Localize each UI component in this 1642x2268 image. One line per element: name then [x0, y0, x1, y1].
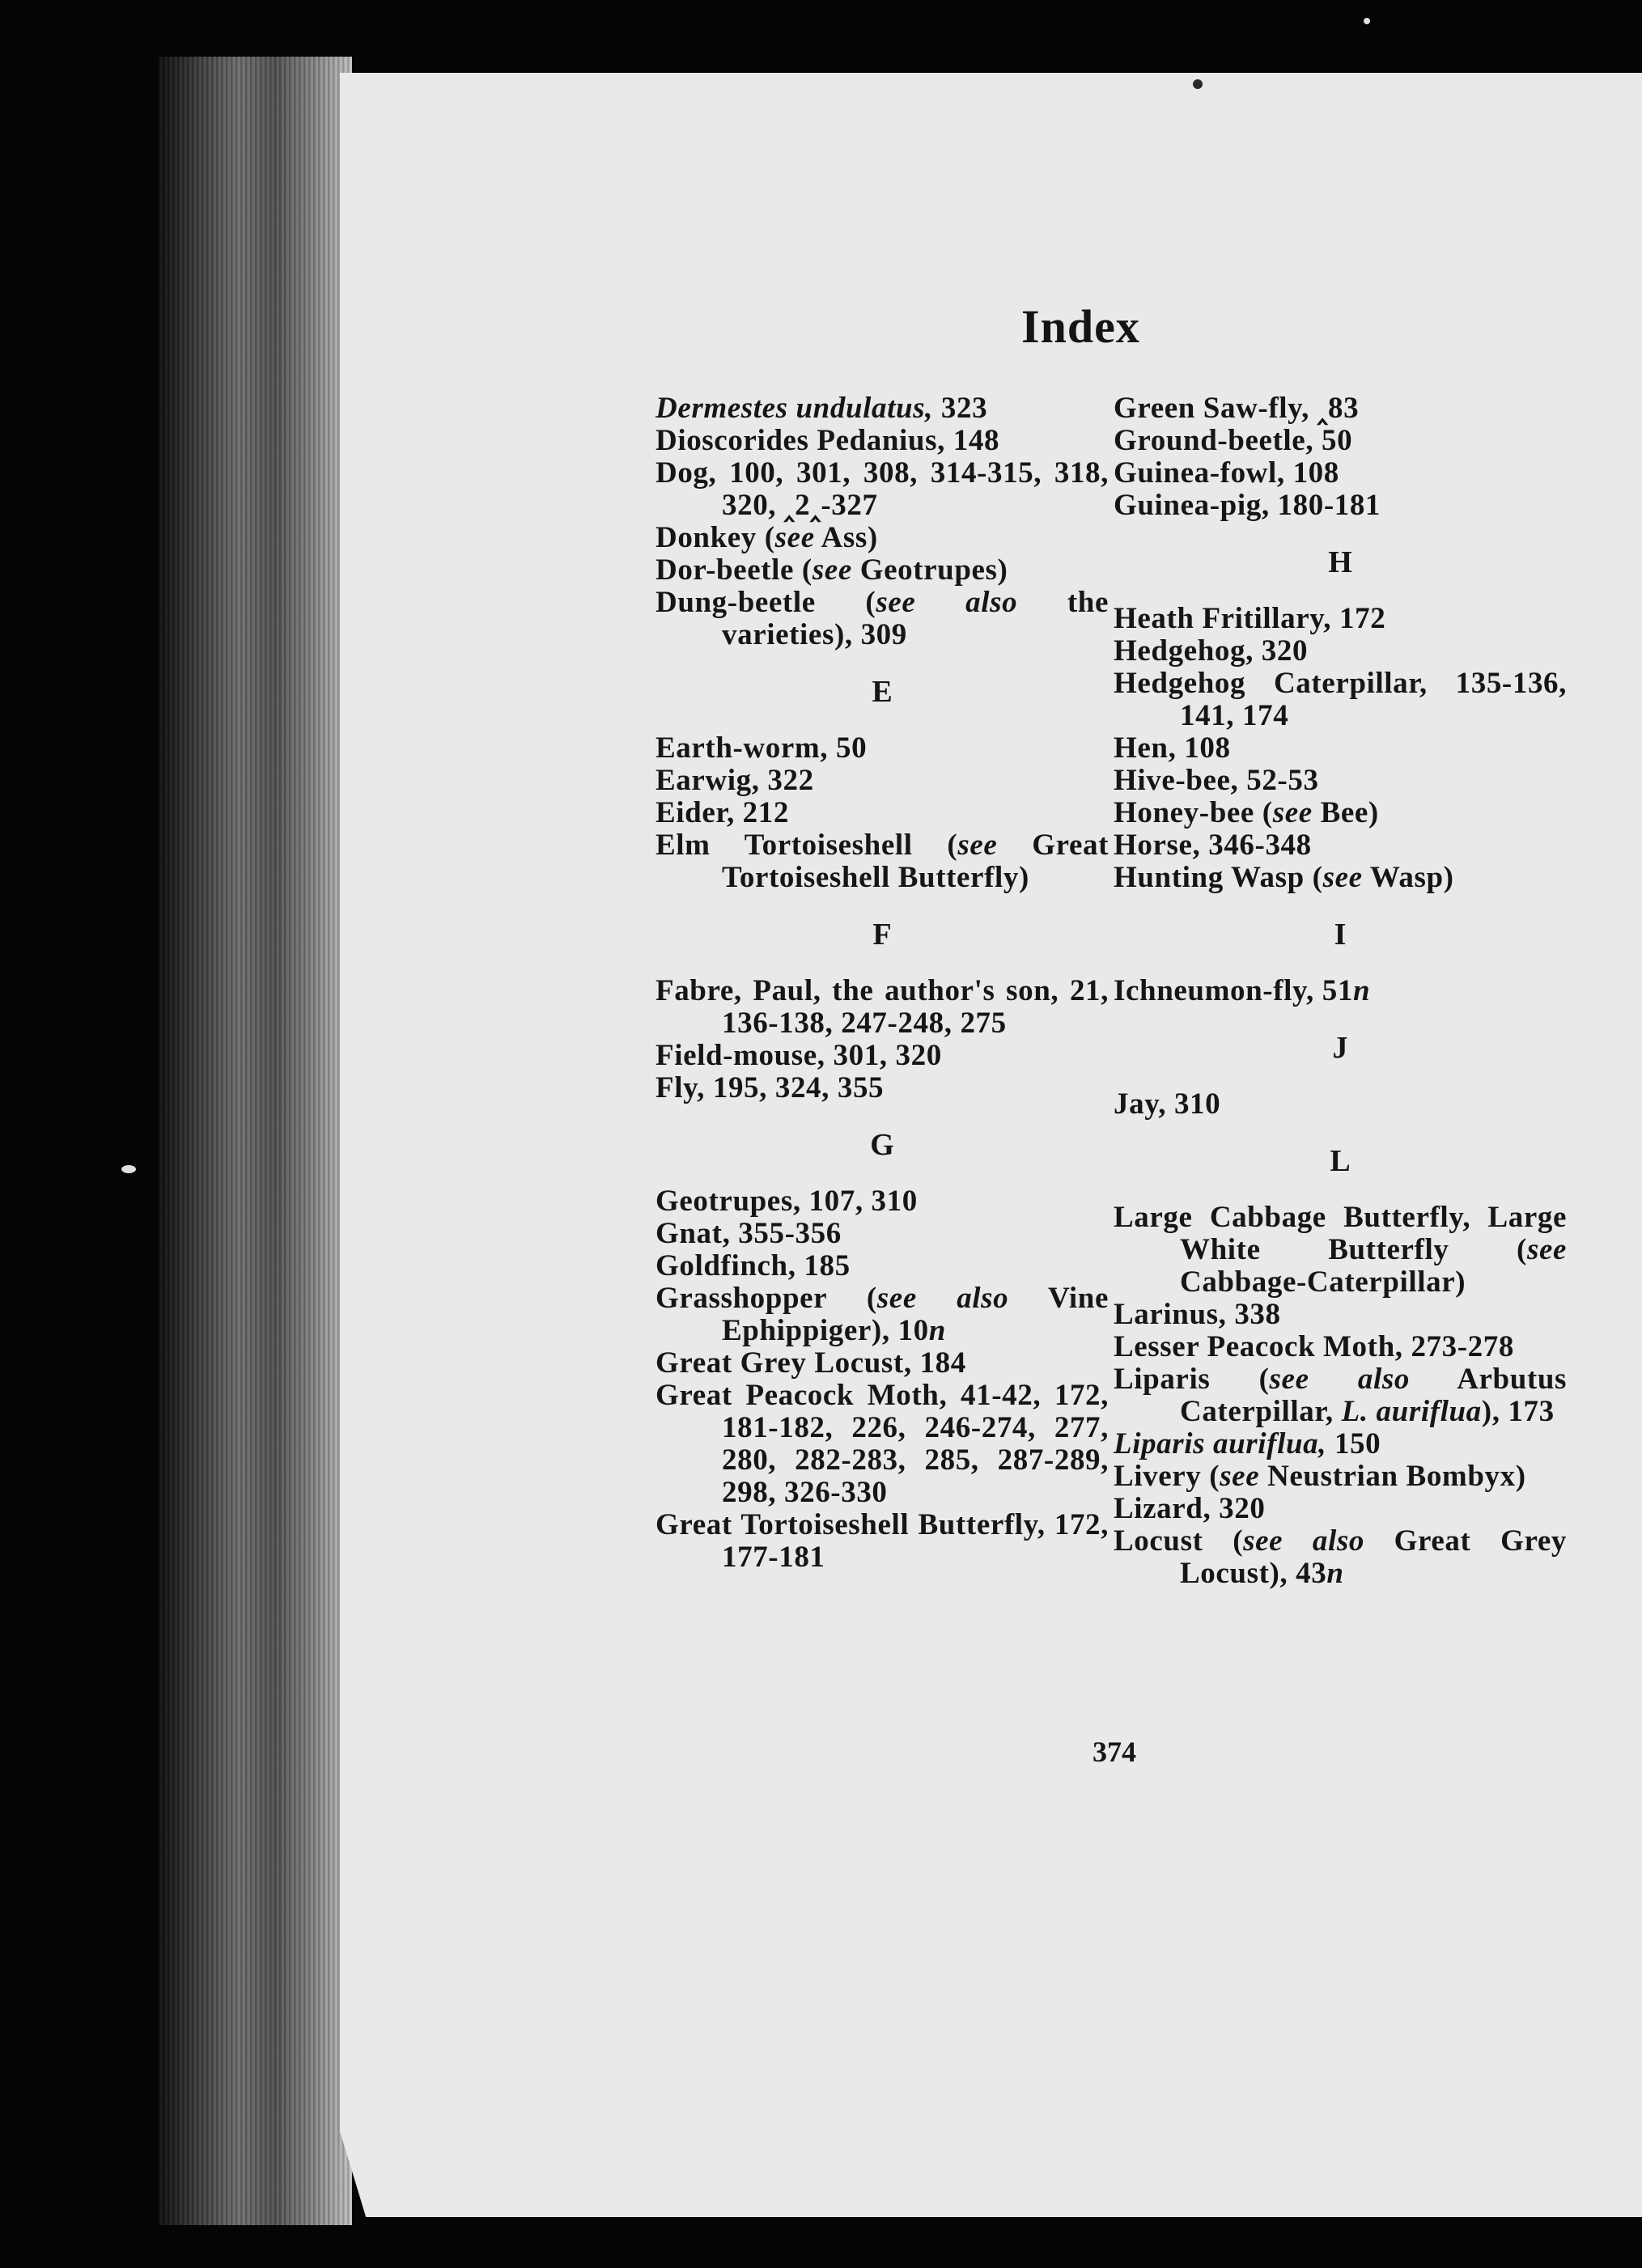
- index-entry-text: Honey-bee (: [1114, 796, 1273, 829]
- index-entry: [656, 425, 1109, 457]
- index-entry: [1114, 1331, 1567, 1363]
- index-entry-text: Field-mouse, 301, 320: [656, 1039, 942, 1072]
- index-entry-text: Fly, 195, 324, 355: [656, 1071, 885, 1104]
- page-number: 374: [1093, 1736, 1136, 1768]
- index-entry: [1114, 732, 1567, 765]
- index-entry-text: see: [1220, 1460, 1260, 1493]
- index-entry-text: Arbutus Caterpillar,: [1180, 1363, 1567, 1428]
- index-entry-text: Fabre, Paul, the author's son, 21, 136-138, 247-248, 275: [656, 974, 1109, 1040]
- index-entry-text: Bee): [1312, 796, 1379, 829]
- index-entry-text: see: [957, 829, 998, 862]
- index-entry: [656, 392, 1109, 425]
- index-entry: [656, 797, 1109, 829]
- index-entry-text: Hedgehog Caterpillar, 135-136, 141, 174: [1114, 667, 1567, 732]
- index-entry: [656, 1509, 1109, 1574]
- index-entry: [1114, 425, 1567, 457]
- index-entry-text: Hen, 108: [1114, 731, 1231, 765]
- section-letter: J: [1332, 1031, 1348, 1065]
- section-letter: G: [870, 1128, 894, 1162]
- index-entry-text: Great Grey Locust, 184: [656, 1346, 966, 1380]
- index-entry-text: Geotrupes, 107, 310: [656, 1185, 918, 1218]
- index-entry-text: see also: [1243, 1524, 1364, 1558]
- index-entry-text: Liparis auriflua,: [1114, 1427, 1327, 1460]
- index-entry: [1114, 1493, 1567, 1525]
- index-entry-text: Dung-beetle (: [656, 586, 876, 619]
- index-entry: [656, 457, 1109, 522]
- index-entry: [1114, 1428, 1567, 1460]
- index-entry-text: Earwig, 322: [656, 764, 814, 797]
- index-entry: [656, 1347, 1109, 1380]
- index-entry: [1114, 1525, 1567, 1590]
- index-entry-text: Liparis (: [1114, 1363, 1270, 1396]
- index-entry-text: the varieties), 309: [722, 586, 1109, 651]
- index-entry-text: Lesser Peacock Moth, 273-278: [1114, 1330, 1514, 1363]
- section-letter: F: [872, 918, 892, 952]
- index-entry: [1114, 1202, 1567, 1299]
- index-entry-text: Earth-worm, 50: [656, 731, 868, 765]
- index-entry: [656, 1185, 1109, 1218]
- index-entry-text: Green Saw-fly, ‸83: [1114, 392, 1360, 425]
- index-entry-text: Guinea-pig, 180-181: [1114, 489, 1381, 522]
- index-entry: [656, 732, 1109, 765]
- index-entry-text: see: [1272, 796, 1313, 829]
- index-entry: [656, 1380, 1109, 1509]
- index-entry: [1114, 829, 1567, 862]
- index-entry-text: Hedgehog, 320: [1114, 634, 1309, 668]
- index-entry-text: Jay, 310: [1114, 1087, 1221, 1121]
- index-entry-text: Dermestes undulatus,: [656, 392, 934, 425]
- index-entry-text: Great Grey Locust), 43: [1180, 1524, 1567, 1590]
- index-entry-text: Great Tortoiseshell Butterfly, 172, 177-181: [656, 1508, 1109, 1574]
- index-entry-text: Grasshopper (: [656, 1282, 877, 1315]
- index-entry-text: see: [1322, 861, 1363, 894]
- index-entry-text: Dioscorides Pedanius, 148: [656, 424, 1000, 457]
- index-entry-text: Vine Ephippiger), 10: [722, 1282, 1109, 1347]
- index-entry-text: Goldfinch, 185: [656, 1249, 851, 1282]
- section-letter: I: [1334, 918, 1347, 952]
- index-entry: [656, 522, 1109, 554]
- index-entry-text: see also: [876, 586, 1018, 619]
- page-edges-texture: [158, 57, 352, 2225]
- dust-speck: [121, 1165, 136, 1173]
- index-entry-text: Great Peacock Moth, 41-42, 172, 181-182, 226, 246-274, 277, 280, 282-283, 285, 287-289, 298, 326-330: [656, 1379, 1109, 1509]
- index-entry-text: Heath Fritillary, 172: [1114, 602, 1386, 635]
- index-entry-text: Neustrian Bombyx): [1259, 1460, 1526, 1493]
- index-entry: [1114, 603, 1567, 635]
- index-entry-text: Hunting Wasp (: [1114, 861, 1323, 894]
- index-entry-text: Dor-beetle (: [656, 553, 813, 587]
- index-entry-text: 323: [933, 392, 988, 425]
- index-entry: [656, 1040, 1109, 1072]
- index-entry-text: Eider, 212: [656, 796, 789, 829]
- index-entry: [656, 765, 1109, 797]
- index-entry-text: Larinus, 338: [1114, 1298, 1281, 1331]
- index-column-right: [1114, 392, 1567, 1590]
- index-entry-text: Ground-beetle, 50: [1114, 424, 1353, 457]
- index-entry-text: Donkey (: [656, 521, 775, 554]
- index-entry-text: see also: [1269, 1363, 1410, 1396]
- index-entry: [1114, 392, 1567, 425]
- index-entry-text: see: [812, 553, 852, 587]
- index-entry: [656, 587, 1109, 651]
- index-entry-text: L. auriflua: [1341, 1395, 1482, 1428]
- index-entry-text: Guinea-fowl, 108: [1114, 456, 1339, 490]
- index-column-left: [656, 392, 1109, 1574]
- index-entry-text: n: [928, 1314, 946, 1347]
- index-entry: [656, 829, 1109, 894]
- index-entry-text: Gnat, 355-356: [656, 1217, 842, 1250]
- index-entry-text: Dog, 100, 301, 308, 314-315, 318, 320, ‸2‸-327: [656, 456, 1109, 522]
- section-letter: L: [1330, 1144, 1351, 1178]
- index-entry: [656, 1282, 1109, 1347]
- section-letter: H: [1328, 545, 1352, 579]
- index-entry-text: n: [1326, 1557, 1344, 1590]
- index-entry: [1114, 1088, 1567, 1121]
- index-entry-text: Cabbage-Caterpillar): [1180, 1265, 1466, 1299]
- index-entry: [1114, 862, 1567, 894]
- index-entry-text: Locust (: [1114, 1524, 1244, 1558]
- index-entry: [656, 1072, 1109, 1104]
- index-entry-text: Ichneumon-fly, 51: [1114, 974, 1353, 1007]
- index-entry: [656, 1250, 1109, 1282]
- index-entry-text: Hive-bee, 52-53: [1114, 764, 1319, 797]
- index-entry-text: 150: [1326, 1427, 1381, 1460]
- index-entry: [1114, 1363, 1567, 1428]
- index-entry: [656, 975, 1109, 1040]
- page-title: Index: [1021, 300, 1140, 353]
- index-entry-text: Geotrupes): [851, 553, 1008, 587]
- index-entry-text: Livery (: [1114, 1460, 1220, 1493]
- index-entry: [1114, 635, 1567, 668]
- index-entry-text: see: [774, 521, 815, 554]
- index-entry-text: Great Tortoiseshell Butterfly): [722, 829, 1109, 894]
- index-entry-text: n: [1352, 974, 1371, 1007]
- index-entry: [656, 554, 1109, 587]
- index-entry: [1114, 457, 1567, 490]
- index-entry-text: Horse, 346-348: [1114, 829, 1312, 862]
- dust-speck: [1193, 79, 1203, 89]
- index-entry: [1114, 765, 1567, 797]
- index-entry: [1114, 490, 1567, 522]
- index-entry: [1114, 797, 1567, 829]
- index-entry-text: Ass): [814, 521, 878, 554]
- section-letter: E: [872, 675, 893, 709]
- index-entry-text: ), 173: [1481, 1395, 1555, 1428]
- index-entry-text: Elm Tortoiseshell (: [656, 829, 958, 862]
- index-entry-text: Lizard, 320: [1114, 1492, 1266, 1525]
- index-entry: [1114, 1299, 1567, 1331]
- index-entry-text: Large Cabbage Butterfly, Large White Butterfly (: [1114, 1201, 1567, 1266]
- index-entry-text: see: [1526, 1233, 1567, 1266]
- index-entry-text: see also: [876, 1282, 1009, 1315]
- index-entry: [1114, 668, 1567, 732]
- index-entry: [656, 1218, 1109, 1250]
- index-entry: [1114, 1460, 1567, 1493]
- index-entry: [1114, 975, 1567, 1007]
- index-entry-text: Wasp): [1362, 861, 1454, 894]
- dust-speck: [1364, 18, 1370, 24]
